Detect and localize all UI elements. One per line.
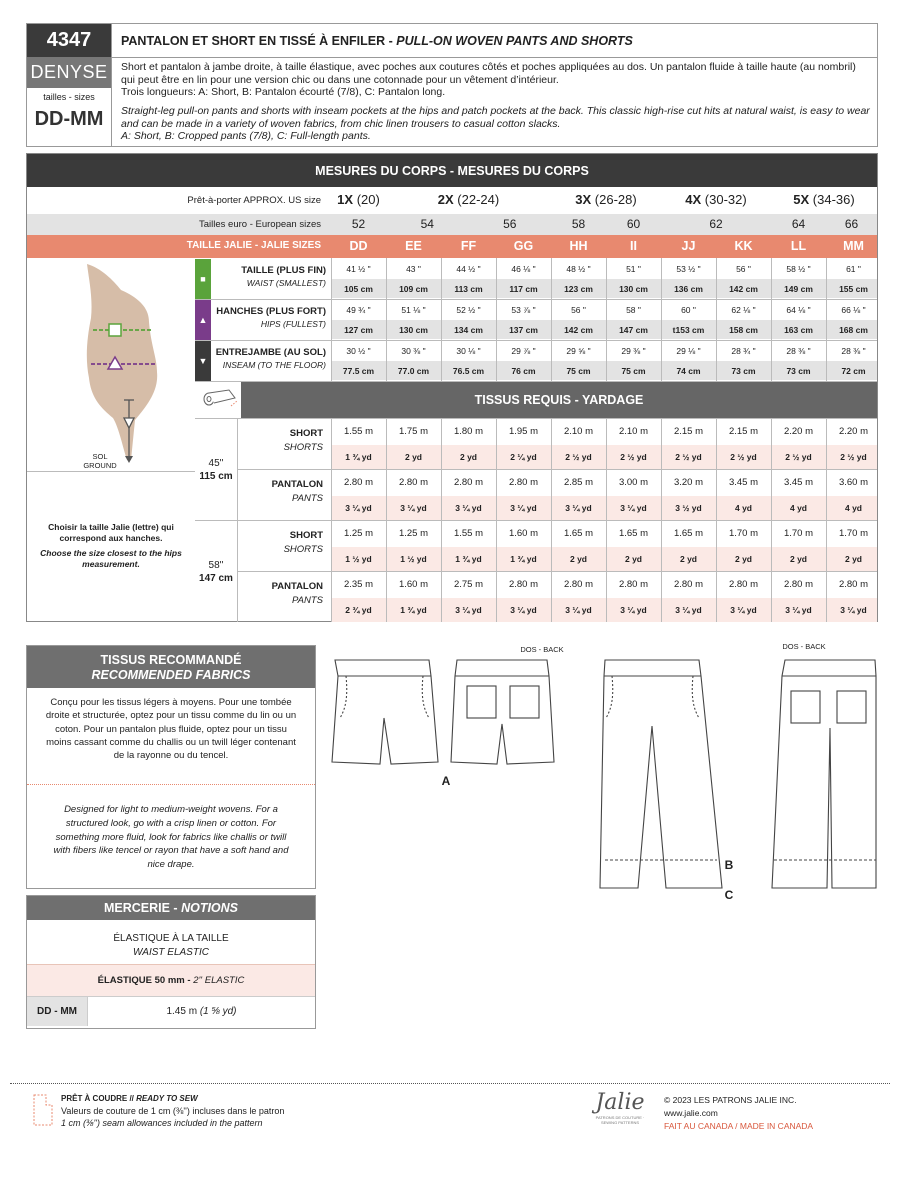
yardage-yd: 2 yd: [459, 452, 477, 462]
measure-cm: 130 cm: [619, 284, 648, 294]
yardage-m: 2.80 m: [508, 579, 539, 590]
euro-size: 54: [420, 217, 434, 231]
measure-in: 58 ½ ": [786, 264, 811, 274]
col-divider: [771, 418, 772, 622]
yardage-m: 2.80 m: [453, 477, 484, 488]
triangle-icon: ▲: [195, 300, 211, 340]
yardage-m: 2.15 m: [673, 426, 704, 437]
measure-in: 62 ⅛ ": [731, 305, 756, 315]
col-divider: [826, 258, 827, 381]
measure-label: [211, 346, 326, 372]
measure-cm: 73 cm: [731, 366, 756, 376]
euro-size: 56: [503, 217, 517, 231]
measure-cm: 76 cm: [511, 366, 536, 376]
measure-cm: 75 cm: [621, 366, 646, 376]
desc-en-text: Straight-leg pull-on pants and shorts with inseam pockets at the hips and patch pockets at the back. This classic high-rise cut hits at natural waist, is easy to wear and can be made in a variety of woven fabrics, from chic linen trousers to casual cotton slacks.: [121, 105, 870, 130]
measure-in: 53 ⅞ ": [511, 305, 536, 315]
rtw-size: [551, 192, 661, 207]
measure-label-fr: ENTREJAMBE (AU SOL): [215, 347, 326, 358]
rtw-size-range: (26-28): [591, 192, 637, 207]
yardage-yd: 4 yd: [734, 503, 752, 513]
row-divider: [237, 469, 877, 470]
description-en: [121, 105, 876, 143]
yardage-yd: 1 ¾ yd: [400, 605, 427, 615]
measure-in: 29 ⅛ ": [676, 346, 701, 356]
jalie-logo: Jalie PATRONS DE COUTURE · SEWING PATTERNS: [595, 1090, 645, 1125]
yardage-m: 2.80 m: [508, 477, 539, 488]
yardage-m: 2.80 m: [618, 579, 649, 590]
col-divider: [331, 418, 332, 622]
measure-cm: 109 cm: [399, 284, 428, 294]
yardage-m: 1.65 m: [563, 528, 594, 539]
rtw-size-code: 5X: [793, 192, 810, 207]
col-divider: [661, 418, 662, 622]
measure-in: 29 ⅝ ": [566, 346, 591, 356]
rtw-size-range: (20): [353, 192, 380, 207]
euro-size: 60: [626, 217, 641, 231]
yardage-m: 2.20 m: [838, 426, 869, 437]
jalie-size: JJ: [681, 239, 696, 253]
measure-cm: 158 cm: [729, 325, 758, 335]
jalie-size: KK: [734, 239, 753, 253]
measure-label: [211, 264, 326, 290]
measure-cm: 117 cm: [509, 284, 538, 294]
measure-cm: 142 cm: [564, 325, 593, 335]
pattern-piece-icon: [32, 1093, 54, 1127]
yardage-yd: 2 yd: [734, 554, 752, 564]
euro-size: 66: [844, 217, 859, 231]
notion-item-fr: ÉLASTIQUE À LA TAILLE: [113, 933, 229, 944]
garment-label-fr: SHORT: [289, 530, 323, 541]
yardage-yd: 3 ¼ yd: [510, 503, 537, 513]
measure-label: [211, 305, 326, 331]
back-label-pants: DOS - BACK: [782, 642, 826, 651]
yardage-yd: 2 yd: [404, 452, 422, 462]
measure-label-en: INSEAM (TO THE FLOOR): [222, 360, 326, 370]
yardage-yd: 3 ¼ yd: [565, 605, 592, 615]
fabric-width-cm: 147 cm: [199, 573, 233, 584]
measure-cm: 136 cm: [674, 284, 703, 294]
yardage-yd: 2 yd: [624, 554, 642, 564]
measure-in: 44 ½ ": [456, 264, 481, 274]
yardage-m: 2.75 m: [453, 579, 484, 590]
desc-fr-text: Short et pantalon à jambe droite, à taille élastique, avec poches aux coutures côtés et poches appliquées au dos. Un pantalon fluide à taille haute (au nombril) qui peut être en lin pour une version chic ou dans une cotonnade pour un vêtement d’intérieur.: [121, 61, 856, 86]
rtw-size-range: (30-32): [701, 192, 747, 207]
yardage-m: 2.80 m: [838, 579, 869, 590]
made-in: FAIT AU CANADA / MADE IN CANADA: [664, 1121, 814, 1131]
yardage-m: 3.20 m: [673, 477, 704, 488]
yardage-yd: 3 ¼ yd: [840, 605, 867, 615]
fabric-width-in: 45'': [208, 458, 224, 469]
euro-size: 58: [571, 217, 586, 231]
rtw-size: [661, 192, 771, 207]
rtw-label: Prêt-à-porter APPROX. US size: [187, 195, 321, 206]
measure-cm: 77.5 cm: [342, 366, 375, 376]
row-divider: [237, 418, 877, 419]
yardage-m: 1.60 m: [398, 579, 429, 590]
measure-in: 28 ⅜ ": [786, 346, 811, 356]
rtw-size-range: (34-36): [809, 192, 855, 207]
measure-cm: 137 cm: [509, 325, 538, 335]
garment-label: [237, 427, 323, 455]
fabric-roll-icon: [195, 381, 241, 418]
measure-in: 41 ½ ": [346, 264, 371, 274]
measure-in: 60 ": [681, 305, 696, 315]
measure-label-en: HIPS (FULLEST): [260, 319, 326, 329]
measure-in: 30 ½ ": [346, 346, 371, 356]
rtw-size-code: 3X: [575, 192, 592, 207]
measure-cm: 123 cm: [564, 284, 593, 294]
yardage-m: 2.85 m: [563, 477, 594, 488]
body-measures-title: MESURES DU CORPS - MESURES DU CORPS: [27, 154, 877, 187]
garment-label-fr: PANTALON: [271, 581, 323, 592]
copyright: © 2023 LES PATRONS JALIE INC.: [664, 1095, 797, 1105]
measure-in: 61 ": [846, 264, 861, 274]
arrow-icon: ▼: [195, 341, 211, 381]
fabrics-title: TISSUS RECOMMANDÉ RECOMMENDED FABRICS: [27, 646, 315, 688]
measure-in: 66 ⅛ ": [841, 305, 866, 315]
yardage-yd: 2 ½ yd: [565, 452, 592, 462]
jalie-size: II: [630, 239, 637, 253]
pattern-name: DENYSE: [27, 57, 111, 88]
back-label-shorts: DOS - BACK: [520, 645, 564, 654]
fabric-width: [195, 520, 237, 622]
measure-cm: 155 cm: [839, 284, 868, 294]
col-divider: [771, 258, 772, 381]
yardage-m: 2.10 m: [618, 426, 649, 437]
measure-cm: 74 cm: [676, 366, 701, 376]
fabrics-text-en: Designed for light to medium-weight wovens. For a structured look, go with a crisp linen or cotton. For something more fluid, look for fabrics like challis or twill with fibers like tencel or rayon that have a soft hand and nice drape.: [53, 804, 289, 871]
col-divider: [237, 418, 238, 622]
yardage-m: 2.80 m: [673, 579, 704, 590]
measure-in: 28 ⅜ ": [841, 346, 866, 356]
jalie-size: EE: [405, 239, 422, 253]
yardage-m: 1.25 m: [343, 528, 374, 539]
yardage-m: 1.25 m: [398, 528, 429, 539]
measure-in: 30 ⅛ ": [456, 346, 481, 356]
yardage-m: 3.45 m: [728, 477, 759, 488]
title-fr: PANTALON ET SHORT EN TISSÉ À ENFILER -: [121, 34, 393, 48]
yardage-m: 1.95 m: [508, 426, 539, 437]
col-divider: [386, 418, 387, 622]
col-divider: [826, 418, 827, 622]
yardage-yd: 1 ¾ yd: [510, 554, 537, 564]
measure-in: 53 ½ ": [676, 264, 701, 274]
yardage-yd: 4 yd: [844, 503, 862, 513]
measure-in: 30 ⅜ ": [401, 346, 426, 356]
yardage-yd: 3 ¼ yd: [675, 605, 702, 615]
yardage-yd: 3 ¼ yd: [785, 605, 812, 615]
garment-label: [237, 478, 323, 506]
yardage-yd: 2 yd: [569, 554, 587, 564]
notion-item: [27, 920, 315, 964]
garment-label: [237, 580, 323, 608]
measure-cm: 72 cm: [841, 366, 866, 376]
yardage-yd: 3 ¼ yd: [400, 503, 427, 513]
yardage-m: 3.45 m: [783, 477, 814, 488]
measure-in: 46 ⅛ ": [511, 264, 536, 274]
yardage-title: TISSUS REQUIS - YARDAGE: [241, 382, 877, 418]
euro-size: 52: [351, 217, 366, 231]
measure-cm: 147 cm: [619, 325, 648, 335]
yardage-m: 2.80 m: [398, 477, 429, 488]
rtw-size: [331, 192, 386, 207]
yardage-m: 2.15 m: [728, 426, 759, 437]
yardage-yd: 2 ½ yd: [730, 452, 757, 462]
measure-in: 29 ⅞ ": [511, 346, 536, 356]
yardage-rows: [27, 418, 877, 622]
rtw-size-code: 1X: [337, 192, 354, 207]
row-divider: [237, 520, 877, 521]
yardage-m: 1.65 m: [618, 528, 649, 539]
yardage-m: 2.20 m: [783, 426, 814, 437]
measure-label-fr: TAILLE (PLUS FIN): [241, 265, 326, 276]
notion-amount: 1.45 m (1 ⅝ yd): [87, 997, 315, 1026]
ground-label: SOL GROUND: [83, 452, 117, 470]
view-a-label: A: [441, 774, 451, 788]
yardage-m: 2.80 m: [728, 579, 759, 590]
fabrics-text-fr: Conçu pour les tissus légers à moyens. Pour une tombée droite et structurée, optez pour un tissu comme du lin ou un coton. Pour un pantalon plus fluide, optez pour un tissu moins cassant comme du challis ou un twill léger contenant de la rayonne ou du tencel.: [45, 697, 297, 762]
yardage-m: 1.70 m: [728, 528, 759, 539]
col-divider: [551, 258, 552, 381]
yardage-yd: 1 ¾ yd: [455, 554, 482, 564]
elastic-spec: ÉLASTIQUE 50 mm - 2'' ELASTIC: [27, 964, 315, 996]
row-divider: [237, 571, 877, 572]
yardage-m: 2.10 m: [563, 426, 594, 437]
measure-in: 51 ⅛ ": [401, 305, 426, 315]
fabric-width: [195, 418, 237, 520]
yardage-yd: 2 ½ yd: [675, 452, 702, 462]
fabric-width-in: 58'': [208, 560, 224, 571]
yardage-m: 1.70 m: [783, 528, 814, 539]
rtw-size: [386, 192, 551, 207]
rtw-size-code: 4X: [685, 192, 702, 207]
elastic-amount-row: [27, 996, 315, 1026]
yardage-yd: 2 ½ yd: [620, 452, 647, 462]
measure-cm: 130 cm: [399, 325, 428, 335]
measure-in: 56 ": [571, 305, 586, 315]
jalie-size-row: [27, 235, 877, 258]
euro-size-row: [27, 214, 877, 235]
instruction-fr: Choisir la taille Jalie (lettre) qui correspond aux hanches.: [48, 522, 174, 543]
measure-in: 29 ⅜ ": [621, 346, 646, 356]
jalie-size: GG: [513, 239, 534, 253]
fabric-width-cm: 115 cm: [199, 471, 233, 482]
yardage-yd: 1 ¾ yd: [345, 452, 372, 462]
measure-in: 51 ": [626, 264, 641, 274]
measure-cm: 105 cm: [344, 284, 373, 294]
measure-cm: 163 cm: [784, 325, 813, 335]
col-divider: [331, 258, 332, 381]
yardage-yd: 2 yd: [844, 554, 862, 564]
website-link[interactable]: www.jalie.com: [664, 1108, 718, 1118]
copyright-info: [664, 1094, 813, 1133]
col-divider: [716, 418, 717, 622]
rtw-size-range: (22-24): [453, 192, 500, 207]
yardage-yd: 1 ½ yd: [345, 554, 372, 564]
yardage-m: 2.35 m: [343, 579, 374, 590]
instruction-en: Choose the size closest to the hips measurement.: [40, 548, 182, 569]
measure-in: 52 ½ ": [456, 305, 481, 315]
measure-cm: 113 cm: [454, 284, 483, 294]
lengths-fr-text: Trois longueurs: A: Short, B: Pantalon écourté (7/8), C: Pantalon long.: [121, 86, 446, 98]
yardage-yd: 3 ¼ yd: [455, 503, 482, 513]
euro-size: 62: [709, 217, 723, 231]
measure-in: 56 ": [736, 264, 751, 274]
measure-cm: 168 cm: [839, 325, 868, 335]
yardage-m: 2.80 m: [343, 477, 374, 488]
yardage-m: 1.70 m: [838, 528, 869, 539]
row-divider: [195, 299, 877, 300]
yardage-m: 3.60 m: [838, 477, 869, 488]
pattern-header: [26, 23, 878, 147]
technical-drawings: [322, 636, 878, 916]
yardage-yd: 2 ½ yd: [840, 452, 867, 462]
yardage-m: 1.80 m: [453, 426, 484, 437]
garment-label-en: PANTS: [292, 493, 323, 504]
square-icon: ■: [195, 259, 211, 299]
col-divider: [386, 258, 387, 381]
yardage-yd: 3 ¼ yd: [565, 503, 592, 513]
col-divider: [496, 418, 497, 622]
notions-title: MERCERIE - NOTIONS: [27, 896, 315, 920]
rtw-size-row: [27, 189, 877, 214]
garment-label-fr: SHORT: [289, 428, 323, 439]
pattern-number: 4347: [27, 24, 111, 57]
pattern-title: [121, 34, 633, 48]
yardage-yd: 3 ¼ yd: [620, 503, 647, 513]
yardage-m: 2.80 m: [783, 579, 814, 590]
euro-size: 64: [791, 217, 806, 231]
title-en: PULL-ON WOVEN PANTS AND SHORTS: [396, 34, 633, 48]
col-divider: [606, 258, 607, 381]
yardage-yd: 3 ¼ yd: [455, 605, 482, 615]
measure-in: 58 ": [626, 305, 641, 315]
measure-cm: 142 cm: [729, 284, 758, 294]
yardage-yd: 3 ½ yd: [675, 503, 702, 513]
measure-in: 64 ⅛ ": [786, 305, 811, 315]
garment-label-fr: PANTALON: [271, 479, 323, 490]
yardage-yd: 3 ¼ yd: [730, 605, 757, 615]
body-measure-rows: [27, 258, 877, 381]
yardage-yd: 3 ¼ yd: [345, 503, 372, 513]
yardage-yd: 2 yd: [789, 554, 807, 564]
col-divider: [551, 418, 552, 622]
sizes-label: tailles - sizes: [43, 92, 95, 102]
rtw-size: [771, 192, 877, 207]
ready-to-sew: PRÊT À COUDRE // READY TO SEW Valeurs de couture de 1 cm (⅜'') incluses dans le patron 1 cm (⅜'') seam allowances included in the pattern: [61, 1094, 285, 1128]
notions-box: [26, 895, 316, 1029]
measure-in: 48 ½ ": [566, 264, 591, 274]
measure-cm: 77.0 cm: [397, 366, 430, 376]
description-fr: [121, 61, 871, 99]
notion-size-range: DD - MM: [27, 997, 87, 1026]
rtw-size-code: 2X: [437, 192, 454, 207]
yardage-yd: 3 ¼ yd: [620, 605, 647, 615]
measure-cm: 127 cm: [344, 325, 373, 335]
yardage-m: 1.55 m: [343, 426, 374, 437]
col-divider: [441, 258, 442, 381]
lengths-en-text: A: Short, B: Cropped pants (7/8), C: Full-length pants.: [121, 130, 371, 142]
yardage-yd: 3 ¼ yd: [510, 605, 537, 615]
yardage-m: 1.65 m: [673, 528, 704, 539]
view-b-label: B: [724, 858, 734, 872]
yardage-yd: 1 ½ yd: [400, 554, 427, 564]
jalie-label: TAILLE JALIE - JALIE SIZES: [186, 240, 321, 251]
view-c-label: C: [724, 888, 734, 902]
jalie-size: HH: [569, 239, 588, 253]
measure-cm: 75 cm: [566, 366, 591, 376]
jalie-size: DD: [349, 239, 368, 253]
yardage-m: 1.60 m: [508, 528, 539, 539]
yardage-m: 2.80 m: [563, 579, 594, 590]
jalie-size: MM: [843, 239, 864, 253]
footer-divider: [10, 1083, 890, 1084]
garment-flat-sketches: [322, 636, 878, 916]
yardage-m: 3.00 m: [618, 477, 649, 488]
notion-item-en: WAIST ELASTIC: [133, 947, 209, 958]
yardage-yd: 4 yd: [789, 503, 807, 513]
measurements-table: [26, 153, 878, 622]
seam-fr: Valeurs de couture de 1 cm (⅜'') incluses dans le patron: [61, 1106, 285, 1116]
col-divider: [441, 418, 442, 622]
col-divider: [606, 418, 607, 622]
seam-en: 1 cm (⅜'') seam allowances included in the pattern: [61, 1118, 263, 1128]
measure-label-fr: HANCHES (PLUS FORT): [216, 306, 326, 317]
col-divider: [716, 258, 717, 381]
yardage-yd: 2 ½ yd: [785, 452, 812, 462]
recommended-fabrics-box: [26, 645, 316, 889]
measure-cm: 76.5 cm: [452, 366, 485, 376]
col-divider: [661, 258, 662, 381]
measure-cm: 73 cm: [786, 366, 811, 376]
measure-cm: 149 cm: [784, 284, 813, 294]
yardage-m: 1.55 m: [453, 528, 484, 539]
jalie-size: FF: [460, 239, 477, 253]
yardage-yd: 2 yd: [679, 554, 697, 564]
measure-label-en: WAIST (SMALLEST): [246, 278, 326, 288]
measure-in: 49 ¾ ": [346, 305, 371, 315]
col-divider: [496, 258, 497, 381]
yardage-yd: 2 ¼ yd: [510, 452, 537, 462]
garment-label-en: SHORTS: [283, 544, 323, 555]
size-range: DD-MM: [34, 108, 104, 130]
jalie-size: LL: [790, 239, 807, 253]
measure-cm: 134 cm: [454, 325, 483, 335]
yardage-yd: 2 ¾ yd: [345, 605, 372, 615]
row-divider: [195, 340, 877, 341]
yardage-m: 1.75 m: [398, 426, 429, 437]
measure-in: 43 ": [406, 264, 421, 274]
euro-label: Tailles euro - European sizes: [199, 219, 321, 230]
measure-cm: t153 cm: [672, 325, 705, 335]
measure-in: 28 ¾ ": [731, 346, 756, 356]
garment-label: [237, 529, 323, 557]
garment-label-en: SHORTS: [283, 442, 323, 453]
garment-label-en: PANTS: [292, 595, 323, 606]
